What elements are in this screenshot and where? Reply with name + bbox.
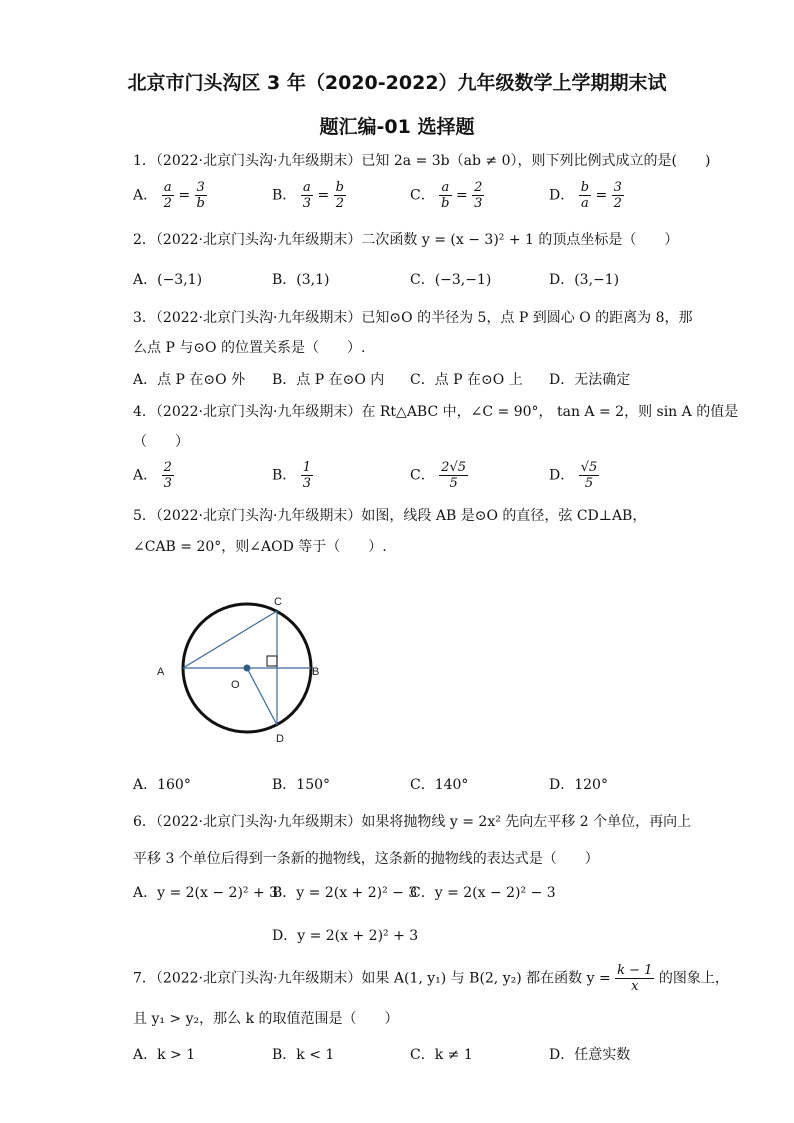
question-2-option-d: D．(3,−1)	[549, 272, 620, 288]
question-5-option-a: A．160°	[133, 777, 191, 793]
question-6-option-d: D．y = 2(x + 2)² + 3	[272, 928, 419, 944]
question-5-option-c: C．140°	[410, 777, 469, 793]
question-1-option-b: B． $\frac{a}{3}$ = $\frac{b}{2}$	[272, 180, 344, 211]
document-title-line-1: 北京市门头沟区 3 年（2020-2022）九年级数学上学期期末试	[127, 72, 667, 94]
question-4-option-a: A． $\frac{2}{3}$	[133, 460, 172, 491]
question-4-stem-line-2: （ ）	[133, 434, 189, 450]
label-c: C	[274, 596, 282, 608]
question-3-option-a: A．点 P 在⊙O 外	[133, 372, 246, 388]
right-angle-mark	[267, 656, 277, 666]
segment-ac	[183, 611, 277, 668]
question-7-option-d: D．任意实数	[549, 1047, 631, 1063]
question-1-stem: 1．（2022·北京门头沟·九年级期末）已知 2a = 3b（ab ≠ 0），则下列比例式成立的是( )	[133, 153, 711, 169]
question-1-option-a: A． $\frac{a}{2}$ = $\frac{3}{b}$	[133, 180, 205, 211]
question-7-stem-line-2: 且 y₁ > y₂，那么 k 的取值范围是（ ）	[133, 1011, 399, 1027]
question-2-option-b: B．(3,1)	[272, 272, 330, 288]
question-6-option-b: B．y = 2(x + 2)² − 3	[272, 885, 418, 901]
question-4-option-d: D． $\frac{√5}{5}$	[549, 460, 598, 491]
question-6-option-a: A．y = 2(x − 2)² + 3	[133, 885, 279, 901]
question-5-option-b: B．150°	[272, 777, 331, 793]
question-6-stem-line-1: 6．（2022·北京门头沟·九年级期末）如果将抛物线 y = 2x² 先向左平移 2 个单位，再向上	[133, 814, 692, 830]
question-5-stem-line-2: ∠CAB = 20°，则∠AOD 等于（ ）.	[133, 539, 387, 555]
label-a: A	[157, 666, 165, 678]
center-point-o	[244, 665, 251, 672]
label-o: O	[231, 679, 240, 691]
question-7-option-b: B．k < 1	[272, 1047, 335, 1063]
question-7-stem-line-1: 7．（2022·北京门头沟·九年级期末）如果 A(1, y₁) 与 B(2, y₂) 都在函数 y = $\frac{k - 1}{x}$ 的图象上，	[133, 963, 729, 994]
question-4-option-b: B． $\frac{1}{3}$	[272, 460, 312, 491]
question-3-option-d: D．无法确定	[549, 372, 631, 388]
question-2-stem: 2．（2022·北京门头沟·九年级期末）二次函数 y = (x − 3)² + 1 的顶点坐标是（ ）	[133, 232, 679, 248]
question-6-option-c: C．y = 2(x − 2)² − 3	[410, 885, 556, 901]
question-3-stem-line-2: 么点 P 与⊙O 的位置关系是（ ）.	[133, 340, 366, 356]
label-d: D	[276, 733, 284, 745]
question-2-option-c: C．(−3,−1)	[410, 272, 492, 288]
question-3-option-c: C．点 P 在⊙O 上	[410, 372, 523, 388]
document-title-line-2: 题汇编-01 选择题	[319, 116, 475, 138]
segment-od	[247, 668, 277, 725]
question-5-stem-line-1: 5．（2022·北京门头沟·九年级期末）如图，线段 AB 是⊙O 的直径，弦 CD⊥AB，	[133, 508, 647, 524]
question-3-option-b: B．点 P 在⊙O 内	[272, 372, 385, 388]
question-7-option-a: A．k > 1	[133, 1047, 196, 1063]
label-b: B	[312, 666, 320, 678]
question-2-option-a: A．(−3,1)	[133, 272, 203, 288]
question-1-option-d: D． $\frac{b}{a}$ = $\frac{3}{2}$	[549, 180, 622, 211]
question-6-stem-line-2: 平移 3 个单位后得到一条新的抛物线，这条新的抛物线的表达式是（ ）	[133, 851, 599, 867]
question-4-stem-line-1: 4．（2022·北京门头沟·九年级期末）在 Rt△ABC 中，∠C = 90°， tan A = 2，则 sin A 的值是	[133, 404, 739, 420]
question-4-option-c: C． $\frac{2√5}{5}$	[410, 460, 466, 491]
question-7-option-c: C．k ≠ 1	[410, 1047, 473, 1063]
question-5-option-d: D．120°	[549, 777, 608, 793]
question-3-stem-line-1: 3．（2022·北京门头沟·九年级期末）已知⊙O 的半径为 5，点 P 到圆心 O 的距离为 8，那	[133, 310, 693, 326]
question-1-option-c: C． $\frac{a}{b}$ = $\frac{2}{3}$	[410, 180, 483, 211]
